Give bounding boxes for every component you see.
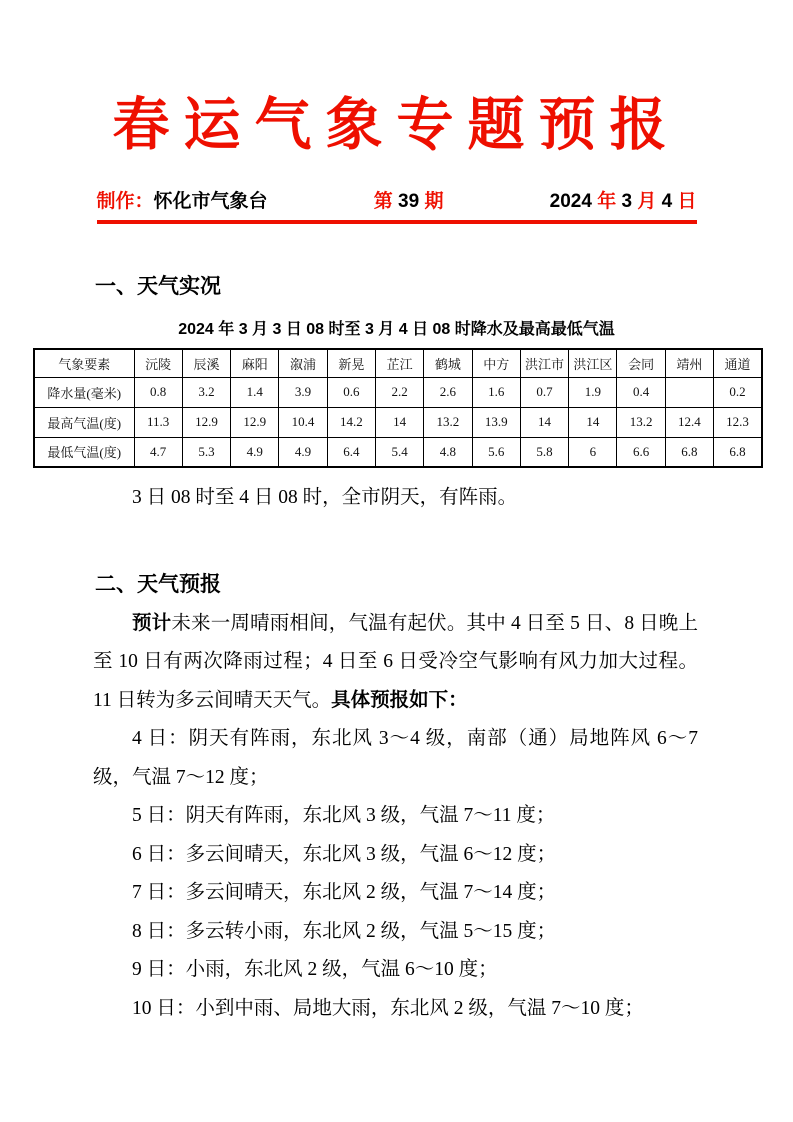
table-cell: 6.6 (617, 437, 665, 467)
daily-forecast-item: 9 日：小雨，东北风 2 级，气温 6～10 度； (132, 959, 498, 981)
table-cell: 13.2 (617, 407, 665, 437)
table-column-header: 会同 (617, 349, 665, 377)
table-cell: 1.9 (569, 377, 617, 407)
weather-table-body (34, 377, 762, 467)
daily-forecast-item: 6 日：多云间晴天，东北风 3 级，气温 6～12 度； (132, 843, 557, 865)
table-cell: 2.2 (375, 377, 423, 407)
producer-line (97, 186, 268, 213)
table-cell: 0.6 (327, 377, 375, 407)
daily-forecast-item: 7 日：多云间晴天，东北风 2 级，气温 7～14 度； (132, 882, 557, 904)
table-cell: 4.7 (134, 437, 182, 467)
table-cell: 6.4 (327, 437, 375, 467)
table-cell (665, 377, 713, 407)
table-cell: 13.9 (472, 407, 520, 437)
table-column-header: 新晃 (327, 349, 375, 377)
table-row (34, 407, 762, 437)
table-cell: 1.4 (231, 377, 279, 407)
table-cell: 2.6 (424, 377, 472, 407)
section-heading-weather-forecast: 二、天气预报 (95, 572, 221, 596)
date-year: 2024 (549, 191, 598, 213)
table-column-header: 靖州 (665, 349, 713, 377)
table-column-header: 沅陵 (134, 349, 182, 377)
table-cell: 11.3 (134, 407, 182, 437)
table-cell: 3.2 (182, 377, 230, 407)
table-cell: 12.3 (714, 407, 762, 437)
date-month-unit: 月 (637, 191, 657, 213)
issue-prefix: 第 (373, 191, 393, 213)
date-day-unit: 日 (677, 191, 697, 213)
table-cell: 0.8 (134, 377, 182, 407)
table-cell: 10.4 (279, 407, 327, 437)
table-column-header: 鹤城 (424, 349, 472, 377)
date-month: 3 (616, 191, 638, 213)
weather-table-header-row (34, 349, 762, 377)
table-cell: 13.2 (424, 407, 472, 437)
table-cell: 3.9 (279, 377, 327, 407)
table-column-header: 芷江 (375, 349, 423, 377)
table-cell: 14.2 (327, 407, 375, 437)
table-cell: 4.9 (231, 437, 279, 467)
daily-forecast-item: 8 日：多云转小雨，东北风 2 级，气温 5～15 度； (132, 920, 557, 942)
table-cell: 6.8 (665, 437, 713, 467)
table-cell: 6 (569, 437, 617, 467)
table-column-header: 麻阳 (231, 349, 279, 377)
table-cell: 0.4 (617, 377, 665, 407)
table-cell: 14 (520, 407, 568, 437)
weather-actual-summary: 3 日 08 时至 4 日 08 时，全市阴天，有阵雨。 (132, 487, 518, 509)
table-column-header: 洪江市 (520, 349, 568, 377)
table-cell: 12.9 (182, 407, 230, 437)
forecast-outro-bold: 具体预报如下： (331, 689, 468, 711)
weather-data-table (33, 348, 763, 468)
table-cell: 1.6 (472, 377, 520, 407)
table-row (34, 377, 762, 407)
section-heading-weather-actual: 一、天气实况 (95, 275, 221, 299)
table-column-header: 洪江区 (569, 349, 617, 377)
table-cell: 14 (569, 407, 617, 437)
table-column-header: 通道 (714, 349, 762, 377)
forecast-intro-paragraph (93, 605, 698, 721)
table-cell: 5.8 (520, 437, 568, 467)
table-row (34, 437, 762, 467)
masthead (97, 186, 697, 213)
forecast-intro-bold: 预计 (132, 612, 172, 634)
weather-table-title: 2024 年 3 月 3 日 08 时至 3 月 4 日 08 时降水及最高最低气温 (178, 321, 615, 339)
daily-forecast-list (0, 720, 793, 1028)
table-cell: 4.8 (424, 437, 472, 467)
table-cell: 5.4 (375, 437, 423, 467)
table-corner-header: 气象要素 (34, 349, 134, 377)
table-column-header: 溆浦 (279, 349, 327, 377)
table-cell: 0.2 (714, 377, 762, 407)
date-day: 4 (656, 191, 678, 213)
forecast-intro-text: 未来一周晴雨相间，气温有起伏。其中 4 日至 5 日、8 日晚上至 10 日有两次降雨过程；4 日至 6 日受冷空气影响有风力加大过程。11 日转为多云间晴天天气。 (93, 612, 698, 711)
table-row-label: 最低气温(度) (34, 437, 134, 467)
table-cell: 0.7 (520, 377, 568, 407)
masthead-divider-rule (97, 220, 697, 224)
daily-forecast-item: 5 日：阴天有阵雨，东北风 3 级，气温 7～11 度； (132, 805, 556, 827)
table-cell: 12.9 (231, 407, 279, 437)
table-cell: 5.3 (182, 437, 230, 467)
table-column-header: 辰溪 (182, 349, 230, 377)
table-cell: 12.4 (665, 407, 713, 437)
table-column-header: 中方 (472, 349, 520, 377)
document-title: 春运气象专题预报 (112, 91, 681, 158)
daily-forecast-item: 10 日：小到中雨、局地大雨，东北风 2 级，气温 7～10 度； (132, 997, 644, 1019)
producer-value: 怀化市气象台 (153, 191, 268, 213)
table-cell: 6.8 (714, 437, 762, 467)
issue-number: 39 (392, 191, 425, 213)
issue-suffix: 期 (424, 191, 444, 213)
producer-label: 制作： (96, 191, 154, 213)
table-row-label: 最高气温(度) (34, 407, 134, 437)
date-year-unit: 年 (597, 191, 617, 213)
daily-forecast-item: 4 日：阴天有阵雨，东北风 3～4 级，南部（通）局地阵风 6～7 级，气温 7～12 度； (93, 728, 698, 788)
table-cell: 14 (375, 407, 423, 437)
table-cell: 4.9 (279, 437, 327, 467)
table-cell: 5.6 (472, 437, 520, 467)
table-row-label: 降水量(毫米) (34, 377, 134, 407)
issue-date-line (550, 186, 697, 213)
issue-number-line (374, 186, 444, 213)
